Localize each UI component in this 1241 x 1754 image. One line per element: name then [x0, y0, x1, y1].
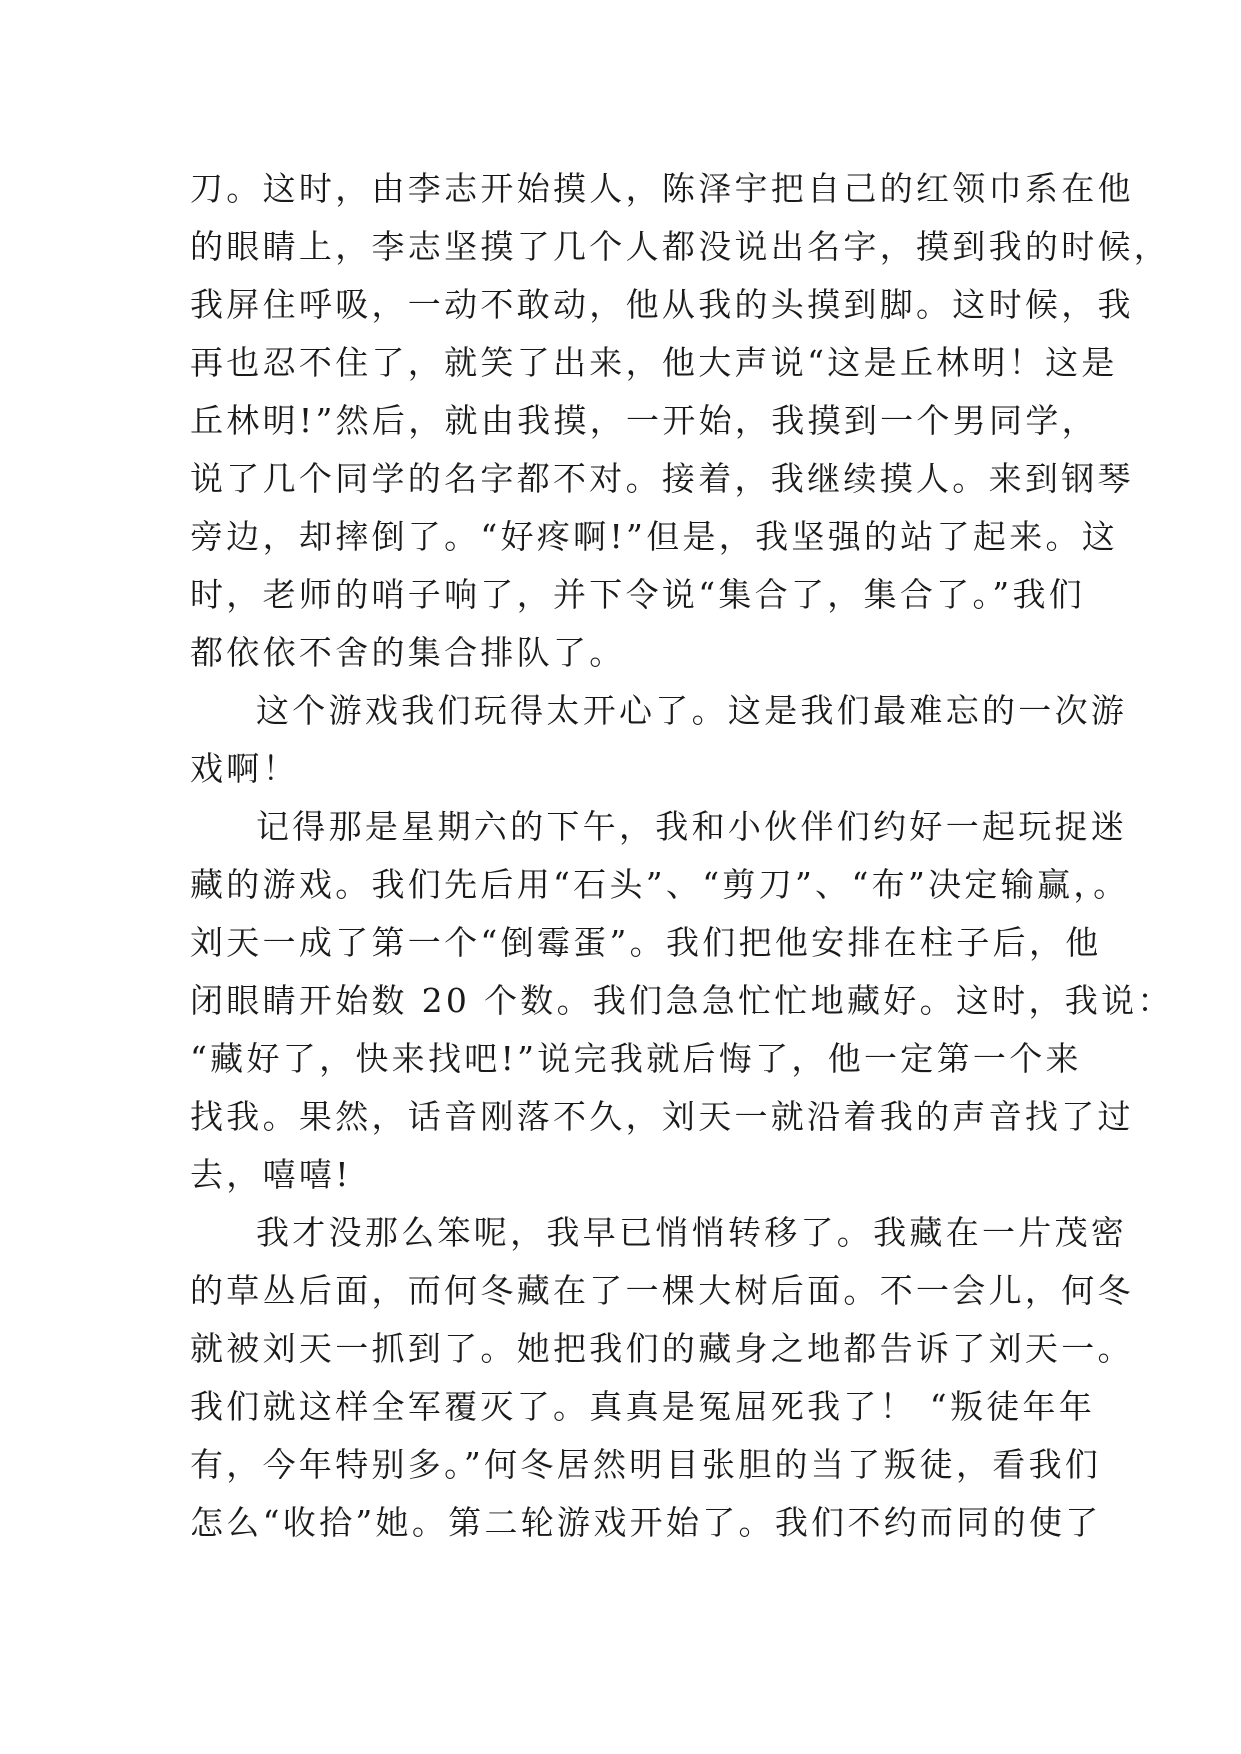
text-line: 的眼睛上，李志坚摸了几个人都没说出名字，摸到我的时候， [190, 227, 1171, 266]
text-line: “藏好了，快来找吧!”说完我就后悔了，他一定第一个来 [190, 1039, 1082, 1078]
text-line: 丘林明!”然后，就由我摸，一开始，我摸到一个男同学， [190, 401, 1098, 440]
text-line: 去，嘻嘻! [190, 1155, 352, 1194]
text-line: 藏的游戏。我们先后用“石头”、“剪刀”、“布”决定输赢，。 [190, 865, 1130, 904]
text-line: 旁边，却摔倒了。“好疼啊!”但是，我坚强的站了起来。这 [190, 517, 1119, 556]
text-line: 再也忍不住了，就笑了出来，他大声说“这是丘林明！这是 [190, 343, 1118, 382]
text-line: 找我。果然，话音刚落不久，刘天一就沿着我的声音找了过 [190, 1097, 1134, 1136]
text-line: 都依依不舍的集合排队了。 [190, 633, 626, 672]
body-text [190, 160, 1174, 1552]
text-line: 刀。这时，由李志开始摸人，陈泽宇把自己的红领巾系在他 [190, 169, 1134, 208]
text-line: 戏啊！ [190, 749, 299, 788]
paragraph-start-line: 这个游戏我们玩得太开心了。这是我们最难忘的一次游 [256, 691, 1128, 730]
text-line: 怎么“收拾”她。第二轮游戏开始了。我们不约而同的使了 [190, 1503, 1102, 1542]
text-line: 有，今年特别多。”何冬居然明目张胆的当了叛徒，看我们 [190, 1445, 1102, 1484]
text-line: 就被刘天一抓到了。她把我们的藏身之地都告诉了刘天一。 [190, 1329, 1134, 1368]
text-line: 说了几个同学的名字都不对。接着，我继续摸人。来到钢琴 [190, 459, 1134, 498]
text-line: 的草丛后面，而何冬藏在了一棵大树后面。不一会儿，何冬 [190, 1271, 1134, 1310]
text-line: 刘天一成了第一个“倒霉蛋”。我们把他安排在柱子后，他 [190, 923, 1102, 962]
text-line: 时，老师的哨子响了，并下令说“集合了，集合了。”我们 [190, 575, 1086, 614]
text-line: 我屏住呼吸，一动不敢动，他从我的头摸到脚。这时候，我 [190, 285, 1134, 324]
paragraph-start-line: 我才没那么笨呢，我早已悄悄转移了。我藏在一片茂密 [256, 1213, 1128, 1252]
text-line: 我们就这样全军覆灭了。真真是冤屈死我了！ “叛徒年年 [190, 1387, 1096, 1426]
paragraph-start-line: 记得那是星期六的下午，我和小伙伴们约好一起玩捉迷 [256, 807, 1128, 846]
text-line: 闭眼睛开始数 20 个数。我们急急忙忙地藏好。这时，我说： [190, 981, 1174, 1020]
